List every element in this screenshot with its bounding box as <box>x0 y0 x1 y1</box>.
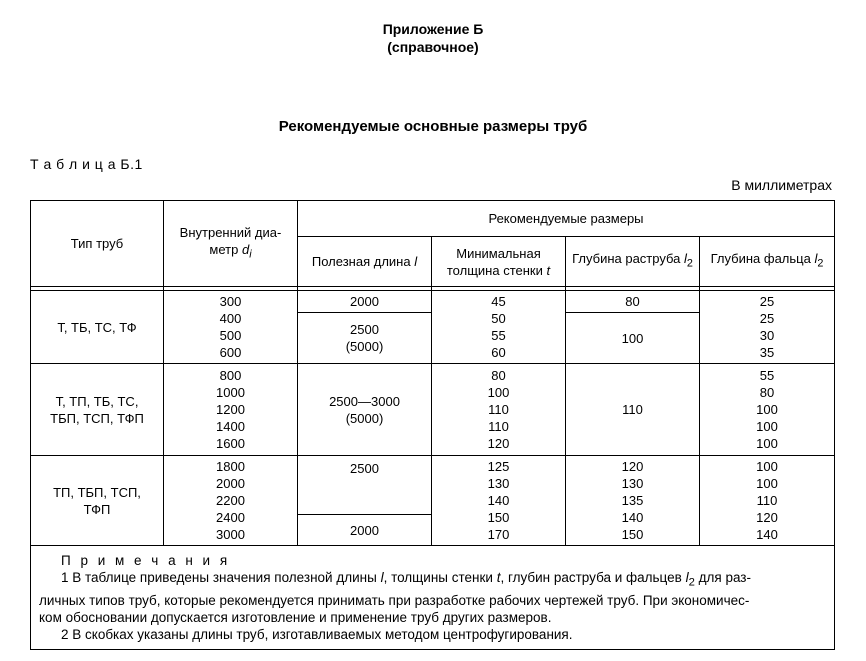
group2-rebates <box>700 364 835 456</box>
group1-walls <box>432 291 566 364</box>
header-useful-length-label: Полезная длина <box>311 254 411 269</box>
wall-value: 110 <box>488 402 509 417</box>
diameter-value: 600 <box>219 345 242 360</box>
wall-value: 55 <box>491 328 506 343</box>
length-value: 2500 <box>350 322 379 338</box>
table-row <box>31 456 835 515</box>
group3-rebates <box>700 456 835 546</box>
wall-value: 140 <box>487 493 510 508</box>
wall-value: 170 <box>487 527 510 542</box>
group3-walls <box>432 456 566 546</box>
note-2: 2 В скобках указаны длины труб, изготавливаемых методом центрофугирования. <box>61 626 573 642</box>
wall-value: 60 <box>491 345 506 360</box>
header-socket-label: Глубина раструба <box>572 251 681 267</box>
rebate-value: 100 <box>756 402 778 417</box>
type-line: ТФП <box>83 501 111 517</box>
header-rebate-sub: 2 <box>817 257 824 270</box>
group1-diameters <box>164 291 298 364</box>
rebate-value: 100 <box>756 476 778 491</box>
length-value: (5000) <box>345 339 384 355</box>
length-value: (5000) <box>345 410 384 426</box>
header-diameter <box>164 201 298 287</box>
header-wall-line2: толщина стенки <box>446 262 543 278</box>
group1-rebates <box>700 291 835 364</box>
group1-length-a: 2000 <box>298 291 432 313</box>
group2-walls <box>432 364 566 456</box>
rebate-value: 120 <box>756 510 778 525</box>
wall-value: 45 <box>491 294 506 309</box>
section-title: Рекомендуемые основные размеры труб <box>278 118 588 135</box>
rebate-value: 140 <box>756 527 778 542</box>
note-1-symbol-l: l <box>380 570 384 585</box>
diameter-value: 2000 <box>216 476 245 491</box>
header-wall-line1: Минимальная <box>456 245 541 261</box>
group3-diameters <box>164 456 298 546</box>
group1-type: Т, ТБ, ТС, ТФ <box>31 291 164 364</box>
group2-diameters <box>164 364 298 456</box>
rebate-value: 110 <box>756 493 778 508</box>
header-diameter-line2: метр <box>209 241 239 257</box>
table-label <box>30 156 143 172</box>
diameter-value: 1600 <box>216 436 245 451</box>
group3-length-a: 2500 <box>298 456 432 515</box>
note-1 <box>39 569 828 592</box>
header-pipe-type: Тип труб <box>31 201 164 287</box>
diameter-value: 1400 <box>216 419 245 434</box>
table-label-prefix: Т а б л и ц а <box>30 156 116 172</box>
diameter-value: 800 <box>219 368 242 383</box>
rebate-value: 55 <box>759 368 775 383</box>
wall-value: 110 <box>488 419 509 434</box>
header-rebate-label: Глубина фальца <box>710 251 811 267</box>
note-1-line2: личных типов труб, которые рекомендуется принимать при разработке рабочих чертежей труб. При экономичес- <box>39 592 750 608</box>
socket-value: 140 <box>621 510 644 525</box>
table-label-number: Б.1 <box>120 156 143 172</box>
table-row <box>31 364 835 456</box>
note-1-symbol-l2: l <box>685 570 689 585</box>
wall-value: 120 <box>487 436 510 451</box>
note-1-subscript: 2 <box>688 576 695 589</box>
rebate-value: 30 <box>759 328 775 343</box>
socket-value: 130 <box>621 476 644 491</box>
header-rebate-symbol: l <box>814 251 818 267</box>
group2-lengths <box>298 364 432 456</box>
group3-length-b: 2000 <box>298 515 432 546</box>
pipe-sizes-table <box>30 200 835 650</box>
header-wall-symbol: t <box>546 262 551 278</box>
group1-socket-a: 80 <box>566 291 700 313</box>
table-row <box>31 291 835 313</box>
rebate-value: 100 <box>756 459 778 474</box>
wall-value: 50 <box>491 311 506 326</box>
header-useful-length <box>298 237 432 287</box>
header-socket-depth <box>566 237 700 287</box>
diameter-value: 500 <box>219 328 242 343</box>
notes-title: П р и м е ч а н и я <box>61 553 231 568</box>
group3-sockets <box>566 456 700 546</box>
header-useful-length-symbol: l <box>414 254 418 269</box>
note-1-text: для раз- <box>698 570 751 585</box>
rebate-value: 100 <box>756 436 778 451</box>
note-1-text: , толщины стенки <box>383 570 493 585</box>
header-diameter-symbol: d <box>241 241 250 257</box>
diameter-value: 400 <box>219 311 242 326</box>
header-diameter-line1: Внутренний диа- <box>179 224 282 240</box>
note-1-line3: ком обосновании допускается изготовление и применение труб других размеров. <box>39 609 552 625</box>
group1-length-b <box>298 313 432 364</box>
group1-socket-b: 100 <box>566 313 700 364</box>
wall-value: 150 <box>487 510 510 525</box>
diameter-value: 2400 <box>216 510 245 525</box>
rebate-value: 35 <box>759 345 775 360</box>
note-1-symbol-t: t <box>496 570 501 585</box>
diameter-value: 1200 <box>216 402 245 417</box>
group2-type <box>31 364 164 456</box>
rebate-value: 25 <box>759 294 775 309</box>
note-1-text: , глубин раструба и фальцев <box>500 570 682 585</box>
diameter-value: 2200 <box>216 493 245 508</box>
rebate-value: 80 <box>759 385 775 400</box>
rebate-value: 100 <box>756 419 778 434</box>
appendix-name: Приложение Б <box>382 21 484 37</box>
wall-value: 130 <box>487 476 510 491</box>
socket-value: 120 <box>621 459 644 474</box>
type-line: ТП, ТБП, ТСП, <box>53 484 141 500</box>
diameter-value: 1000 <box>216 385 245 400</box>
group3-type <box>31 456 164 546</box>
type-line: Т, ТП, ТБ, ТС, <box>55 393 139 409</box>
note-1-text: 1 В таблице приведены значения полезной длины <box>61 570 377 585</box>
units-note: В миллиметрах <box>731 177 832 193</box>
header-socket-symbol: l <box>684 251 687 267</box>
header-diameter-sub: i <box>249 248 252 261</box>
wall-value: 100 <box>487 385 510 400</box>
notes-row <box>31 546 835 650</box>
diameter-value: 1800 <box>216 459 245 474</box>
wall-value: 125 <box>487 459 510 474</box>
header-wall-thickness <box>432 237 566 287</box>
appendix-type: (справочное) <box>387 39 479 55</box>
socket-value: 150 <box>621 527 644 542</box>
type-line: ТБП, ТСП, ТФП <box>50 410 144 426</box>
header-rebate-depth <box>700 237 835 287</box>
wall-value: 80 <box>491 368 506 383</box>
notes-cell <box>31 546 835 650</box>
socket-value: 135 <box>621 493 644 508</box>
rebate-value: 25 <box>759 311 775 326</box>
diameter-value: 3000 <box>216 527 245 542</box>
header-recommended-sizes: Рекомендуемые размеры <box>298 201 835 237</box>
diameter-value: 300 <box>219 294 242 309</box>
length-value: 2500—3000 <box>329 393 400 409</box>
appendix-heading <box>0 20 866 56</box>
header-socket-sub: 2 <box>686 257 693 270</box>
group2-socket: 110 <box>566 364 700 456</box>
